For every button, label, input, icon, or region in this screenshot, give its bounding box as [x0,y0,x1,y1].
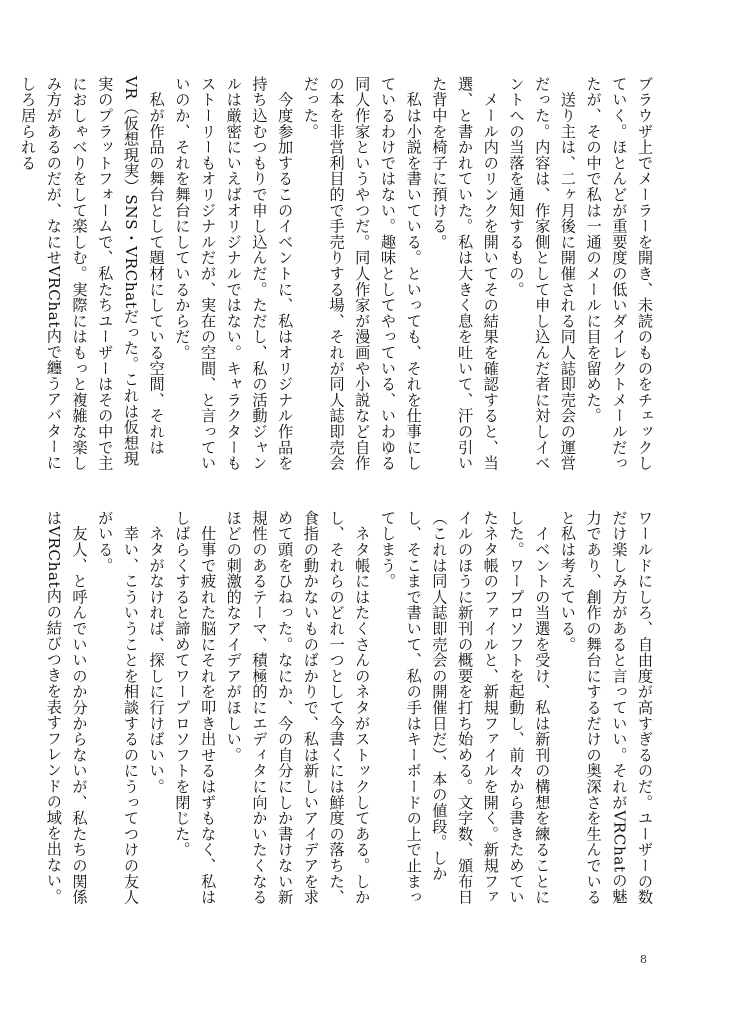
paragraph: ブラウザ上でメーラーを開き、未読のものをチェックしていく。ほとんどが重要度の低いダイレクトメールだったが、その中で私は一通のメールに目を留めた。 [584,76,654,471]
paragraph: 私が作品の舞台として題材にしている空間、それはVR（仮想現実）SNS・VRChatだった。これは仮想現実のプラットフォームで、私たちユーザーはその中で主におしゃべりをして楽しむ。実際にはもっと複雑な楽しみ方があるのだが、なにせVRChat内で纏うアバターにしろ居られる [19,76,166,471]
paragraph: 送り主は、二ヶ月後に開催される同人誌即売会の運営だった。内容は、作家側として申し込んだ者に対しイベントへの当落を通知するもの。 [507,76,577,471]
paragraph: 友人、と呼んでいいのか分からないが、私たちの関係はVRChat内の結びつきを表すフレンドの域を出ない。 [44,510,89,905]
paragraph: 仕事で疲れた脳にそれを叩き出せるはずもなく、私はしばらくすると諦めてワープロソフトを閉じた。 [173,510,218,905]
paragraph: ネタ帳にはたくさんのネタがストックしてある。しかし、それらのどれ一つとして今書くには鮮度の落ちた、食指の動かないものばかりで、私は新しいアイデアを求めて頭をひねった。なにか、今の自分にしか書けない新規性のあるテーマ、積極的にエディタに向かいたくなるほどの刺激的なアイデアがほしい。 [224,510,372,905]
paragraph: 今度参加するこのイベントに、私はオリジナル作品を持ち込むつもりで申し込んだ。ただし、私の活動ジャンルは厳密にいえばオリジナルではない。キャラクターもストーリーもオリジナルだが、実在の空間、と言っていいのか、それを舞台にしているからだ。 [173,76,295,471]
text-block-upper [19,76,657,474]
paragraph: イベントの当選を受け、私は新刊の構想を練ることにした。ワープロソフトを起動し、前々から書きためていたネタ帳のファイルと、新規ファイルを開く。新規ファイルのほうに新刊の概要を打ち始める。文字数、頒布日（これは同人誌即売会の開催日だ）、本の値段。しかし、そこまで書いて、私の手はキーボードの上で止まってしまう。 [378,510,552,905]
paragraph: 私は小説を書いている。といっても、それを仕事にしているわけではない。趣味としてやっている、いわゆる同人作家というやつだ。同人作家が漫画や小説など自作の本を非営利目的で手売りする場、それが同人誌即売会だった。 [301,76,423,471]
page-number: 8 [640,953,647,966]
paragraph: 幸い、こういうことを相談するのにうってつけの友人がいる。 [96,510,140,905]
paragraph: メール内のリンクを開いてその結果を確認すると、当選、と書かれていた。私は大きく息を吐いて、汗の引いた背中を椅子に預ける。 [430,76,500,471]
text-block-lower [44,510,657,908]
paragraph: ネタがなければ、探しに行けばいい。 [147,510,166,795]
paragraph: ワールドにしろ、自由度が高すぎるのだ。ユーザーの数だけ楽しみ方があると言っていい。それがVRChatの魅力であり、創作の舞台にするだけの奥深さを生んでいると私は考えている。 [558,510,654,905]
